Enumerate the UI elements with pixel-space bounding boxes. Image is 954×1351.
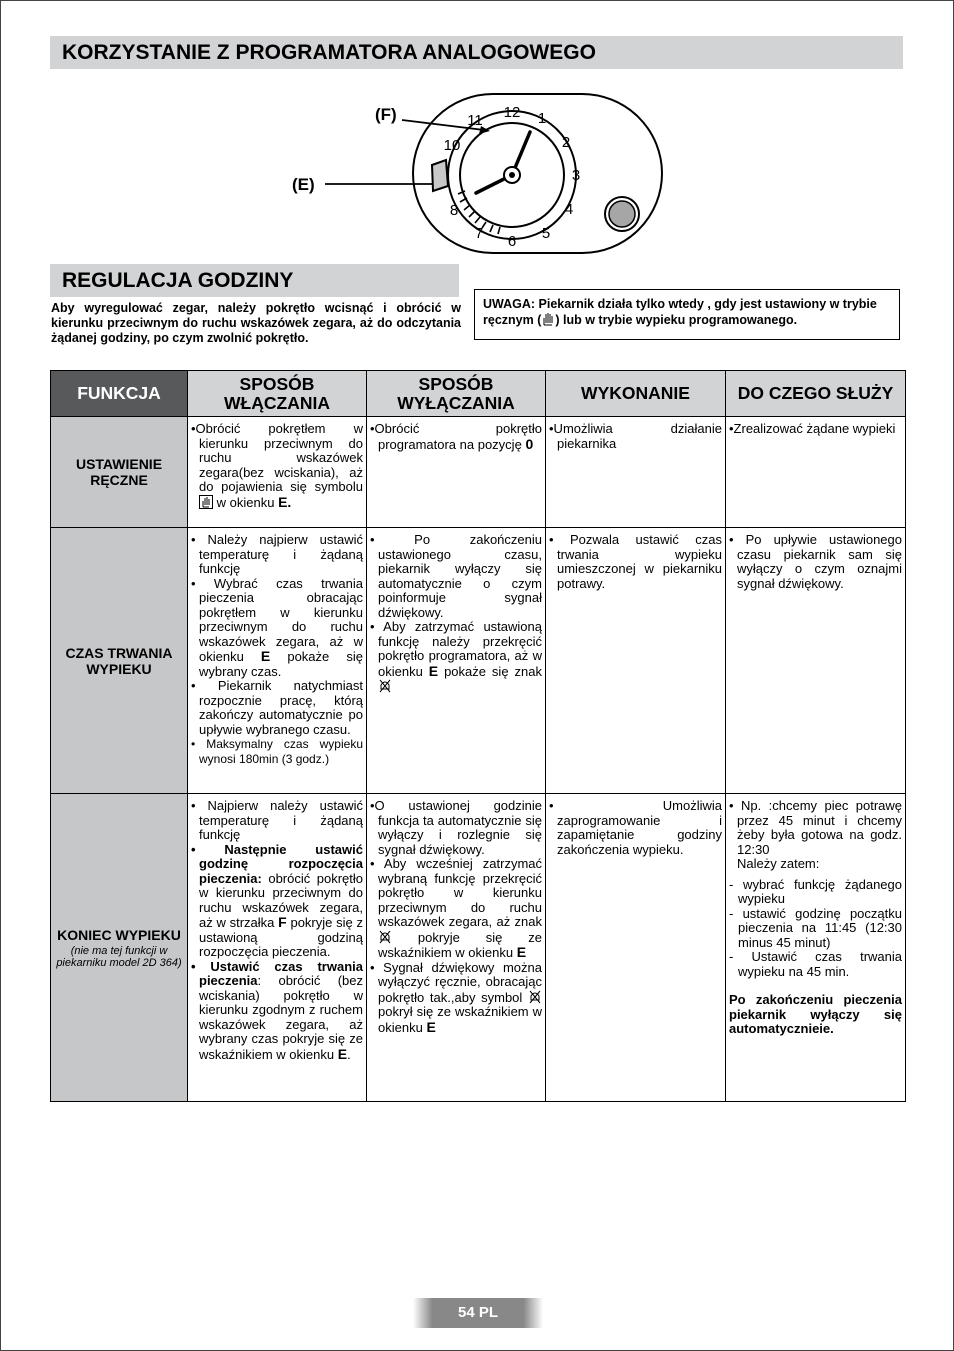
table-header-row <box>51 371 906 417</box>
header-purpose: DO CZEGO SŁUŻY <box>726 371 906 417</box>
svg-text:8: 8 <box>449 202 459 219</box>
functions-table <box>50 370 906 1102</box>
cell-use-manual: •Zrealizować żądane wypieki <box>726 417 906 528</box>
cell-perf-duration: • Pozwala ustawić czas trwania wypieku umieszczonej w piekarniku potrawy. <box>546 528 726 794</box>
hand-icon <box>541 312 555 326</box>
table-row <box>51 417 906 528</box>
svg-text:3: 3 <box>571 167 581 184</box>
function-end-cooking: KONIEC WYPIEKU (nie ma tej funkcji w piekarniku model 2D 364) <box>51 794 188 1102</box>
page-number-badge <box>413 1298 543 1328</box>
cell-perf-end: • Umożliwia zaprogramowanie i zapamiętanie godziny zakończenia wypieku. <box>546 794 726 1102</box>
bell-off-icon <box>528 990 542 1004</box>
cell-perf-manual: •Umożliwia działanie piekarnika <box>546 417 726 528</box>
cell-off-duration: • Po zakończeniu ustawionego czasu, piekarnik wyłączy się automatycznie o czym poinformuje sygnał dźwiękowy. • Aby zatrzymać ustawioną funkcję należy przekręcić pokrętło programatora, aż w okienku E pokaże się znak <box>367 528 546 794</box>
svg-text:11: 11 <box>467 112 483 129</box>
window-e <box>432 160 448 191</box>
header-switch-on: SPOSÓB WŁĄCZANIA <box>188 371 367 417</box>
svg-text:12: 12 <box>503 104 521 121</box>
section-title-clock: REGULACJA GODZINY <box>50 264 459 297</box>
header-performance: WYKONANIE <box>546 371 726 417</box>
cell-use-duration: • Po upływie ustawionego czasu piekarnik sam się wyłączy o czym oznajmi sygnał dźwiękowy. <box>726 528 906 794</box>
cell-on-duration: • Należy najpierw ustawić temperaturę i żądaną funkcję • Wybrać czas trwania pieczenia obracając pokrętłem w kierunku przeciwnym do ruchu wskazówek zegara, aż w okienku E pokaże się wybrany czas. • Piekarnik natychmiast rozpocznie pracę, którą zakończy automatycznie po upływie wybranego czasu. • Maksymalny czas wypieku wynosi 180min (3 godz.) <box>188 528 367 794</box>
svg-text:2: 2 <box>561 134 571 151</box>
function-duration: CZAS TRWANIA WYPIEKU <box>51 528 188 794</box>
table-row <box>51 528 906 794</box>
svg-text:1: 1 <box>537 110 547 127</box>
label-e: (E) <box>292 175 315 194</box>
bell-off-icon <box>378 930 392 944</box>
cell-use-end: • Np. :chcemy piec potrawę przez 45 minut i chcemy żeby była gotowa na godz. 12:30 Należy zatem: - wybrać funkcję żądanego wypieku - ustawić godzinę początku pieczenia na 11:45 (12:30 minus 45 minut) - Ustawić czas trwania wypieku na 45 min. Po zakończeniu pieczenia piekarnik wyłączy się automatycznieie. <box>726 794 906 1102</box>
svg-text:7: 7 <box>474 225 484 242</box>
function-manual: USTAWIENIE RĘCZNE <box>51 417 188 528</box>
svg-text:4: 4 <box>564 201 574 218</box>
svg-text:6: 6 <box>507 233 517 250</box>
svg-text:10: 10 <box>443 137 461 154</box>
table-row <box>51 794 906 1102</box>
cell-off-end: •O ustawionej godzinie funkcja ta automatycznie się wyłączy i rozlegnie się sygnał dźwiękowy. • Aby wcześniej zatrzymać wybraną funkcję przekręcić pokrętło w kierunku przeciwnym do ruchu wskazówek zegara, aż znak pokryje się ze wskaźnikiem w okienku E • Sygnał dźwiękowy można wyłączyć ręcznie, obracając pokrętło tak.,aby symbol pokrył się ze wskaźnikiem w okienku E <box>367 794 546 1102</box>
bell-off-icon <box>378 679 392 693</box>
note-box: UWAGA: Piekarnik działa tylko wtedy , gdy jest ustawiony w trybie ręcznym ( ) lub w trybie wypieku programowanego. <box>474 289 900 340</box>
cell-on-manual: •Obrócić pokrętłem w kierunku przeciwnym do ruchu wskazówek zegara(bez wciskania), aż do pojawienia się symbolu w okienku E. <box>188 417 367 528</box>
cell-off-manual: •Obrócić pokrętło programatora na pozycję 0 <box>367 417 546 528</box>
section-title-programmer: KORZYSTANIE Z PROGRAMATORA ANALOGOWEGO <box>50 36 903 69</box>
svg-text:5: 5 <box>541 225 551 242</box>
label-f: (F) <box>375 105 397 124</box>
clock-instructions: Aby wyregulować zegar, należy pokrętło wcisnąć i obrócić w kierunku przeciwnym do ruchu wskazówek zegara, aż do odczytania żądanej godziny, po czym zwolnić pokrętło. <box>51 301 461 345</box>
timer-diagram <box>280 88 670 258</box>
page-number: 54 PL <box>457 1304 499 1321</box>
header-function: FUNKCJA <box>51 371 188 417</box>
cell-on-end: • Najpierw należy ustawić temperaturę i żądaną funkcję • Następnie ustawić godzinę rozpoczęcia pieczenia: obrócić pokrętło w kierunku przeciwnym do ruchu wskazówek zegara, aż w strzałka F pokryje się z ustawioną godziną rozpoczęcia pieczenia. • Ustawić czas trwania pieczenia: obrócić (bez wciskania) pokrętło w kierunku zgodnym z ruchem wskazówek zegara, aż wybrany czas pokryje się ze wskaźnikiem w okienku E. <box>188 794 367 1102</box>
hand-icon <box>199 495 213 509</box>
header-switch-off: SPOSÓB WYŁĄCZANIA <box>367 371 546 417</box>
